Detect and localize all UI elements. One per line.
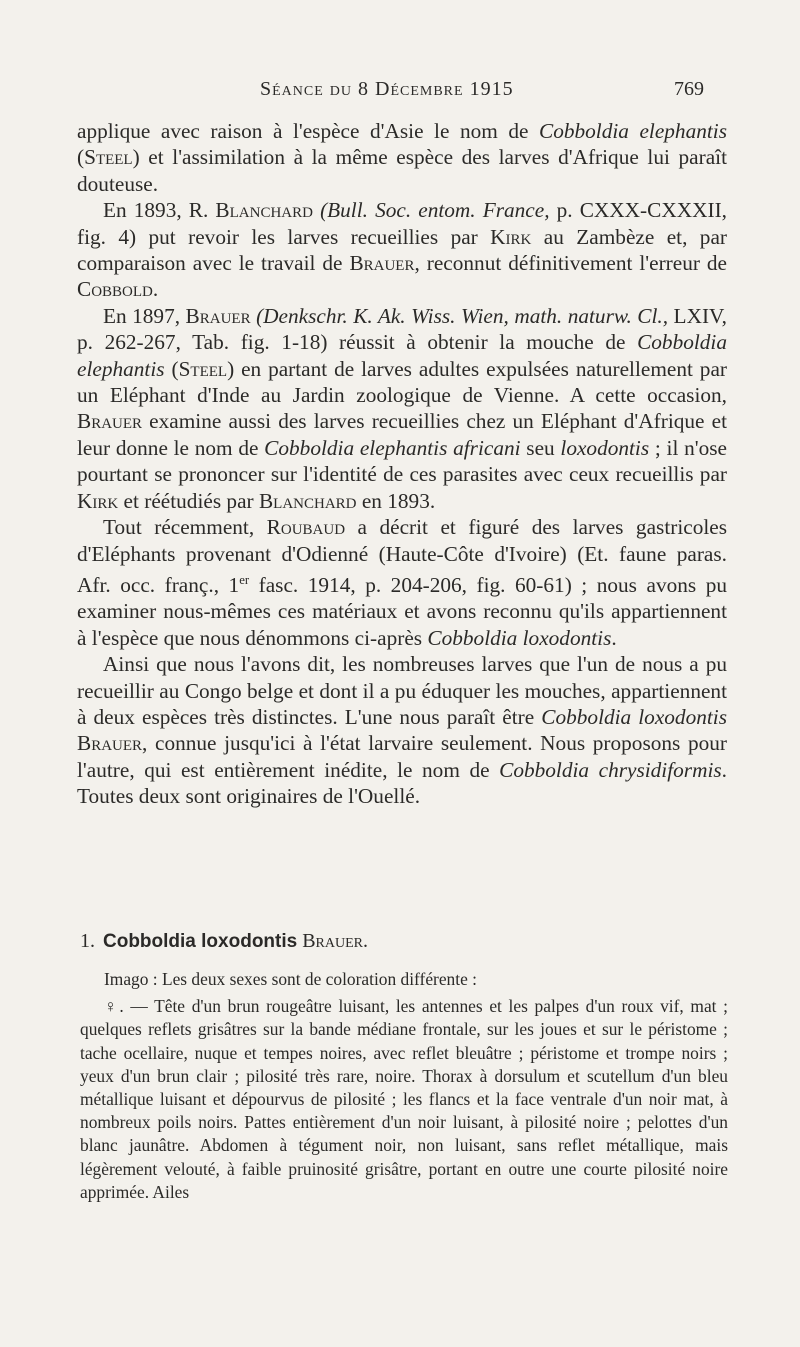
section-author-suffix: . (363, 930, 368, 952)
text-run: seu (520, 435, 561, 460)
text-run: a décrit et figuré des larves gastricoles d'Eléphants provenant d'Odienné (Haute-Côte d'Ivoire) (Et. faune paras. Afr. occ. franç., (77, 515, 728, 597)
text-run: En 1893, R. (103, 198, 216, 223)
author-name: Blanchard (258, 488, 357, 513)
text-run: ; il n'ose pourtant se prononcer sur l'identité de ces parasites avec ceux recueillis par (77, 435, 727, 487)
text-run: Tout récemment, (103, 515, 267, 540)
section-number: 1. (80, 930, 95, 952)
text-run: . (611, 625, 617, 650)
text-run: ( (77, 145, 85, 170)
section-author: Brauer (302, 930, 363, 952)
paragraph-4 (77, 514, 727, 651)
author-name: Brauer (185, 303, 251, 328)
text-run: . (152, 277, 159, 302)
paragraph-2 (77, 197, 727, 303)
species-name: Cobboldia chrysidiformis (499, 757, 722, 782)
text-run: p. CXXX-CXXXII, fig. 4) put revoir les larves recueillies par (77, 198, 728, 249)
text-run: ( (164, 356, 179, 381)
text-run: en 1893. (356, 488, 436, 513)
text-run: Ainsi que nous l'avons dit, les nombreuses larves que l'un de nous a pu recueillir au Congo belge et dont il a pu éduquer les mouches, appartiennent à deux espèces très distinctes. L'une nous paraît être (77, 652, 727, 730)
text-run: LXIV, p. 262-267, Tab. fig. 1-18) réussit à obtenir la mouche de (77, 303, 727, 355)
text-run: examine aussi des larves recueillies chez un Eléphant d'Afrique et leur donne le nom de (77, 409, 727, 460)
citation: (Denkschr. K. Ak. Wiss. Wien, math. naturw. Cl., (256, 303, 669, 328)
author-name: Brauer (349, 251, 415, 276)
species-name: Cobboldia elephantis africani (264, 435, 521, 460)
page-number: 769 (674, 78, 704, 100)
section-title: Cobboldia loxodontis (103, 931, 298, 952)
species-name: Cobboldia elephantis (77, 330, 727, 381)
running-title (260, 78, 514, 101)
species-name: loxodontis (560, 435, 650, 460)
author-name: Cobbold (77, 277, 153, 302)
text-run: au Zambèze et, par comparaison avec le travail de (77, 224, 727, 276)
author-name: Steel (84, 145, 133, 170)
author-name: Roubaud (266, 515, 346, 540)
paragraph-3 (77, 303, 727, 514)
running-title-text: Séance du 8 Décembre (260, 78, 464, 100)
author-name: Brauer (77, 409, 143, 434)
paragraph-5 (77, 651, 727, 809)
citation: (Bull. Soc. entom. France, (320, 198, 550, 223)
text-run: fasc. 1914, p. 204-206, fig. 60-61) ; nous avons pu examiner nous-mêmes ces matériaux et avons reconnu qu'ils appartiennent à l'espèce que nous dénommons ci-après (77, 573, 727, 650)
species-name: Cobboldia loxodontis (427, 625, 612, 650)
text-run: , connue jusqu'ici à l'état larvaire seulement. Nous proposons pour l'autre, qui est entièrement inédite, le nom de (77, 731, 727, 782)
running-head (0, 78, 800, 108)
paragraph-1 (77, 118, 727, 197)
author-name: Kirk (490, 224, 532, 249)
text-run: . Toutes deux sont originaires de l'Ouellé. (77, 757, 727, 809)
species-name: Cobboldia elephantis (538, 119, 727, 143)
text-run: et réétudiés par (118, 488, 259, 513)
female-description: ♀. — Tête d'un brun rougeâtre luisant, les antennes et les palpes d'un roux vif, mat ; quelques reflets grisâtres sur la bande médiane frontale, sur les joues et sur le péristome ; tache ocellaire, nuque et tempes noires, avec reflet bleuâtre ; péristome et trompe noirs ; yeux d'un brun clair ; pilosité très rare, noire. Thorax à dorsulum et scutellum d'un bleu métallique luisant et dépourvus de pilosité ; les flancs et la face ventrale d'un noir mat, à nombreux poils noirs. Pattes entièrement d'un noir luisant, à pilosité noire ; pelottes d'un blanc jaunâtre. Abdomen à tégument noir, non luisant, sans reflet métallique, mais légèrement velouté, à faible pruinosité grisâtre, portant en outre une courte pilosité noire apprimée. Ailes (80, 996, 728, 1202)
ordinal: 1er (228, 572, 250, 597)
text-run: En 1897, (103, 303, 186, 328)
author-name: Blanchard (215, 198, 313, 223)
text-run (313, 198, 320, 222)
running-title-year: 1915 (469, 78, 514, 100)
author-name: Kirk (77, 488, 119, 513)
species-name: Cobboldia loxodontis (541, 705, 727, 730)
text-run: applique avec raison à l'espèce d'Asie le nom de (77, 119, 539, 143)
text-run: ) en partant de larves adultes expulsées naturellement par un Eléphant d'Inde au Jardin zoologique de Vienne. A cette occasion, (77, 356, 728, 408)
text-run: ) et l'assimilation à la même espèce des larves d'Afrique lui paraît douteuse. (77, 145, 727, 196)
text-run: , reconnut définitivement l'erreur de (414, 251, 727, 276)
imago-paragraph: Imago : Les deux sexes sont de coloration différente : (104, 969, 477, 989)
author-name: Brauer (77, 731, 143, 756)
section-heading (80, 930, 730, 953)
body-text (77, 118, 727, 810)
description-text (80, 968, 728, 1204)
author-name: Steel (178, 356, 228, 381)
